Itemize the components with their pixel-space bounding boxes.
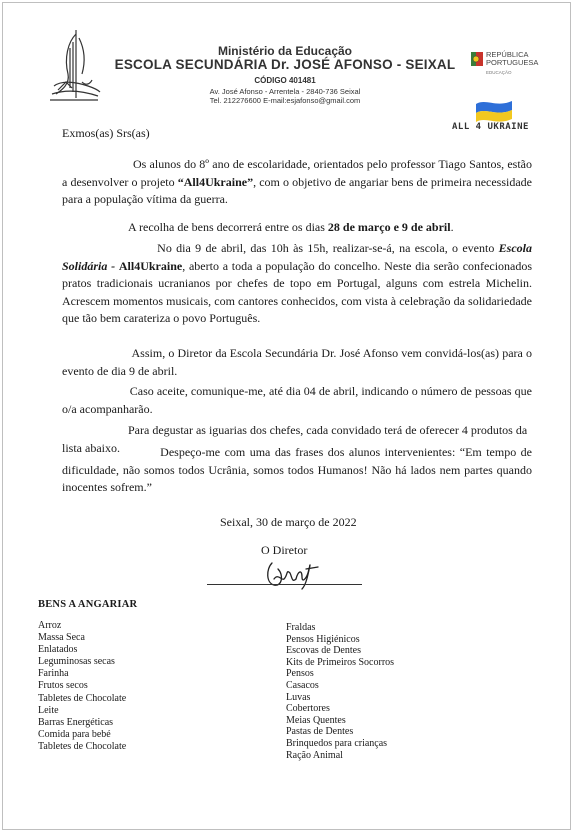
list-item: Kits de Primeiros Socorros bbox=[286, 656, 395, 668]
school-name: ESCOLA SECUNDÁRIA Dr. JOSÉ AFONSO - SEIXAL bbox=[114, 57, 456, 72]
republic-logo-text: REPÚBLICA PORTUGUESA bbox=[486, 50, 539, 67]
list-item: Pastas de Dentes bbox=[286, 726, 354, 738]
school-logo-icon bbox=[46, 24, 104, 110]
list-item: Comida para bebé bbox=[38, 728, 111, 740]
list-item: Leite bbox=[38, 704, 59, 716]
list-item: Fraldas bbox=[286, 622, 316, 633]
campaign-logo-text: ALL 4 UKRAINE bbox=[452, 122, 529, 132]
paragraph-products: Para degustar as iguarias dos chefes, cada convidado terá de oferecer 4 produtos da lista abaixo. bbox=[62, 423, 528, 455]
list-item: Pensos bbox=[286, 668, 314, 680]
portugal-emblem-icon bbox=[470, 50, 484, 70]
school-contacts: Tel. 212276600 E-mail:esjafonso@gmail.com bbox=[209, 96, 361, 105]
ukraine-flag-icon bbox=[474, 98, 514, 122]
list-item: Brinquedos para crianças bbox=[286, 737, 388, 749]
paragraph-closing: Despeço-me com uma das frases dos alunos intervenientes: “Em tempo de dificuldade, não somos todos Ucrânia, somos todos Humanos! Não há lados nem partes quando inocentes sofrem.” bbox=[62, 445, 532, 494]
letter-date: Seixal, 30 de março de 2022 bbox=[220, 515, 357, 529]
signature-line bbox=[207, 584, 362, 585]
paragraph-project: Os alunos do 8º ano de escolaridade, orientados pelo professor Tiago Santos, estão a desenvolver o projeto “All4Ukraine”, com o objetivo de angariar bens de primeira necessidade para a população vítima da guerra. bbox=[62, 157, 532, 206]
list-item: Enlatados bbox=[38, 644, 78, 656]
goods-list-left bbox=[38, 620, 126, 753]
list-item: Frutos secos bbox=[38, 680, 88, 692]
list-item: Luvas bbox=[286, 691, 311, 703]
paragraph-invitation: Assim, o Diretor da Escola Secundária Dr. José Afonso vem convidá-los(as) para o evento de dia 9 de abril. bbox=[62, 346, 532, 378]
list-item: Massa Seca bbox=[38, 632, 85, 644]
ministry-name: Ministério da Educação bbox=[217, 44, 353, 58]
list-item: Barras Energéticas bbox=[38, 716, 114, 728]
list-item: Pensos Higiénicos bbox=[286, 633, 360, 645]
list-item: Meias Quentes bbox=[286, 714, 346, 726]
school-address: Av. José Afonso - Arrentela - 2840-736 Seixal bbox=[209, 87, 361, 96]
goods-list-right bbox=[286, 622, 394, 761]
list-item: Cobertores bbox=[286, 703, 330, 715]
list-item: Ração Animal bbox=[286, 749, 343, 761]
list-item: Casacos bbox=[286, 679, 319, 691]
list-item: Farinha bbox=[38, 668, 69, 680]
signatory-title: O Diretor bbox=[261, 543, 308, 557]
list-item: Tabletes de Chocolate bbox=[38, 692, 127, 704]
list-item: Tabletes de Chocolate bbox=[38, 740, 127, 752]
republic-logo-subtext: EDUCAÇÃO bbox=[486, 70, 512, 75]
paragraph-event: No dia 9 de abril, das 10h às 15h, realizar-se-á, na escola, o evento Escola Solidária - All4Ukraine, aberto a toda a população do concelho. Neste dia serão confecionados pratos tradicionais ucranianos por chefes de topo em Portugal, alguns com estrela Michelin. Acrescem momentos musicais, com cantores conhecidos, com vista à celebração da solidariedade que tão bem carateriza o povo Português. bbox=[62, 241, 533, 325]
list-item: Arroz bbox=[38, 620, 62, 631]
goods-title: BENS A ANGARIAR bbox=[38, 599, 138, 610]
paragraph-rsvp: Caso aceite, comunique-me, até dia 04 de abril, indicando o número de pessoas que o/a acompanharão. bbox=[62, 384, 533, 416]
paragraph-collection: A recolha de bens decorrerá entre os dias 28 de março e 9 de abril. bbox=[128, 220, 454, 234]
handwritten-signature bbox=[262, 555, 322, 591]
greeting: Exmos(as) Srs(as) bbox=[62, 126, 150, 140]
school-code: CÓDIGO 401481 bbox=[254, 76, 316, 85]
list-item: Leguminosas secas bbox=[38, 656, 115, 668]
list-item: Escovas de Dentes bbox=[286, 645, 361, 657]
